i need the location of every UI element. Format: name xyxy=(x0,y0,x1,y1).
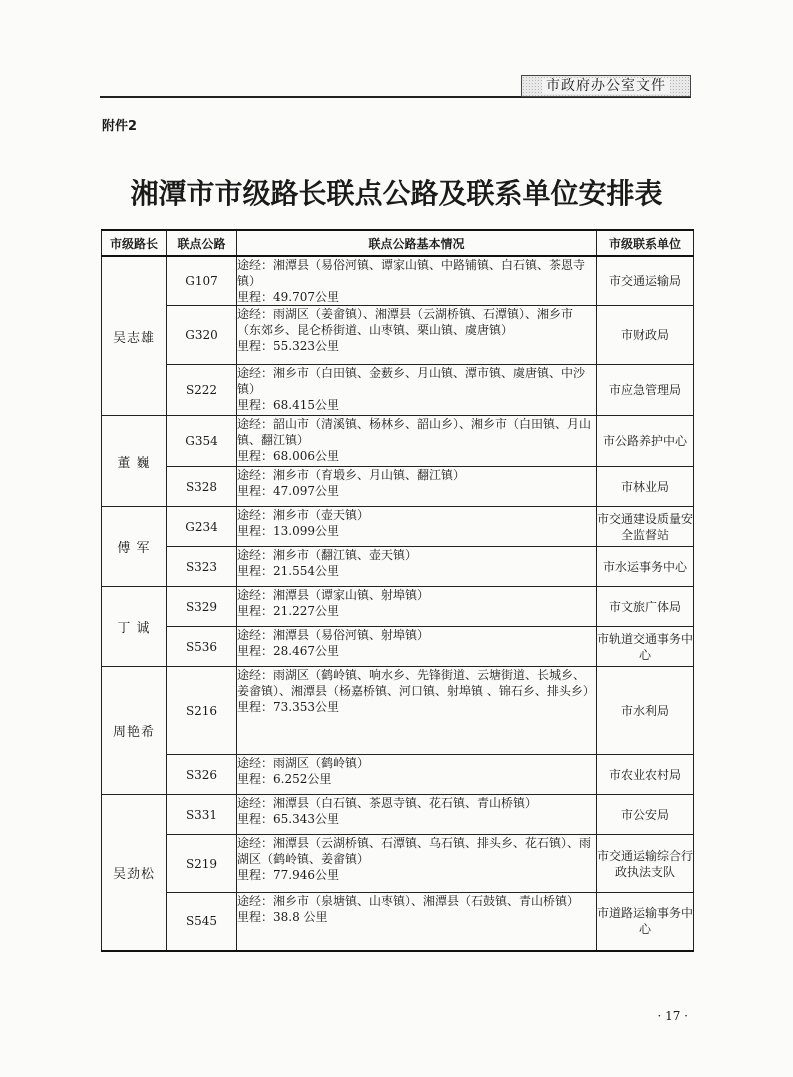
road-code-cell: S326 xyxy=(167,755,237,795)
road-code-cell: S328 xyxy=(167,467,237,507)
table-row xyxy=(102,256,694,306)
road-code-cell: S222 xyxy=(167,365,237,416)
route-text: 途经：湘潭县（云湖桥镇、石潭镇、乌石镇、排头乡、花石镇）、雨湖区（鹤岭镇、姜畲镇） xyxy=(237,836,592,866)
route-text: 途经：韶山市（清溪镇、杨林乡、韶山乡）、湘乡市（白田镇、月山镇、翻江镇） xyxy=(237,417,592,447)
road-info-cell xyxy=(237,416,597,467)
mileage-text: 里程：55.323公里 xyxy=(237,339,339,353)
contact-unit-cell: 市公安局 xyxy=(597,795,694,835)
mileage-text: 里程：73.353公里 xyxy=(237,700,339,714)
route-text: 途经：湘乡市（育塅乡、月山镇、翻江镇） xyxy=(237,468,466,482)
table-row xyxy=(102,627,694,667)
route-text: 途经：湘乡市（壶天镇） xyxy=(237,508,370,522)
mileage-text: 里程：65.343公里 xyxy=(237,812,339,826)
mileage-text: 里程：21.227公里 xyxy=(237,604,339,618)
road-code-cell: S323 xyxy=(167,547,237,587)
contact-unit-cell: 市农业农村局 xyxy=(597,755,694,795)
route-text: 途经：雨湖区（鹤岭镇、响水乡、先锋街道、云塘街道、长城乡、姜畲镇）、湘潭县（杨嘉桥镇、河口镇、射埠镇 、锦石乡、排头乡） xyxy=(237,668,595,698)
road-code-cell: S216 xyxy=(167,667,237,755)
page-number: · 17 · xyxy=(657,1009,688,1023)
table-row xyxy=(102,835,694,893)
mileage-text: 里程：21.554公里 xyxy=(237,564,339,578)
route-text: 途经：湘乡市（白田镇、金薮乡、月山镇、潭市镇、虞唐镇、中沙镇） xyxy=(237,366,586,396)
page-title: 湘潭市市级路长联点公路及联系单位安排表 xyxy=(130,177,663,210)
road-code-cell: G320 xyxy=(167,306,237,365)
table-row xyxy=(102,416,694,467)
mileage-text: 里程：68.006公里 xyxy=(237,449,339,463)
route-text: 途经：湘潭县（易俗河镇、谭家山镇、中路铺镇、白石镇、茶恩寺镇） xyxy=(237,258,586,288)
road-info-cell xyxy=(237,893,597,951)
table-row xyxy=(102,467,694,507)
table-row xyxy=(102,365,694,416)
mileage-text: 里程：68.415公里 xyxy=(237,398,339,412)
contact-unit-cell: 市轨道交通事务中心 xyxy=(597,627,694,667)
contact-unit-cell: 市公路养护中心 xyxy=(597,416,694,467)
road-code-cell: S219 xyxy=(167,835,237,893)
road-info-cell xyxy=(237,256,597,306)
road-code-cell: G107 xyxy=(167,256,237,306)
table-row xyxy=(102,547,694,587)
route-text: 途经：湘潭县（谭家山镇、射埠镇） xyxy=(237,588,430,602)
contact-unit-cell: 市水运事务中心 xyxy=(597,547,694,587)
road-info-cell xyxy=(237,795,597,835)
route-text: 途经：湘乡市（泉塘镇、山枣镇）、湘潭县（石鼓镇、青山桥镇） xyxy=(237,894,580,908)
mileage-text: 里程：13.099公里 xyxy=(237,524,339,538)
leader-cell: 傅 军 xyxy=(102,507,167,587)
contact-unit-cell: 市财政局 xyxy=(597,306,694,365)
table-header-row xyxy=(102,230,694,256)
road-info-cell xyxy=(237,835,597,893)
table-row xyxy=(102,507,694,547)
table-row xyxy=(102,306,694,365)
road-code-cell: S329 xyxy=(167,587,237,627)
road-assignment-table xyxy=(101,229,694,952)
attachment-label: 附件2 xyxy=(102,119,138,134)
column-header-leader: 市级路长 xyxy=(102,230,167,256)
contact-unit-cell: 市道路运输事务中心 xyxy=(597,893,694,951)
road-info-cell xyxy=(237,755,597,795)
route-text: 途经：湘乡市（翻江镇、壶天镇） xyxy=(237,548,418,562)
table-row xyxy=(102,587,694,627)
road-info-cell xyxy=(237,507,597,547)
header-document-tag: 市政府办公室文件 xyxy=(521,75,691,97)
contact-unit-cell: 市交通建设质量安全监督站 xyxy=(597,507,694,547)
contact-unit-cell: 市文旅广体局 xyxy=(597,587,694,627)
road-info-cell xyxy=(237,547,597,587)
column-header-road: 联点公路 xyxy=(167,230,237,256)
table-row xyxy=(102,893,694,951)
road-info-cell xyxy=(237,587,597,627)
road-info-cell xyxy=(237,467,597,507)
mileage-text: 里程：77.946公里 xyxy=(237,868,339,882)
road-info-cell xyxy=(237,306,597,365)
contact-unit-cell: 市交通运输综合行政执法支队 xyxy=(597,835,694,893)
road-info-cell xyxy=(237,365,597,416)
leader-cell: 董 巍 xyxy=(102,416,167,507)
mileage-text: 里程：47.097公里 xyxy=(237,484,339,498)
route-text: 途经：湘潭县（白石镇、茶恩寺镇、花石镇、青山桥镇） xyxy=(237,796,538,810)
road-code-cell: S331 xyxy=(167,795,237,835)
leader-cell: 周艳希 xyxy=(102,667,167,795)
table-row xyxy=(102,755,694,795)
road-info-cell xyxy=(237,667,597,755)
road-code-cell: S536 xyxy=(167,627,237,667)
road-code-cell: S545 xyxy=(167,893,237,951)
leader-cell: 吴志雄 xyxy=(102,256,167,416)
leader-cell: 吴劲松 xyxy=(102,795,167,951)
contact-unit-cell: 市水利局 xyxy=(597,667,694,755)
road-info-cell xyxy=(237,627,597,667)
leader-cell: 丁 诚 xyxy=(102,587,167,667)
road-code-cell: G234 xyxy=(167,507,237,547)
route-text: 途经：湘潭县（易俗河镇、射埠镇） xyxy=(237,628,430,642)
road-code-cell: G354 xyxy=(167,416,237,467)
route-text: 途经：雨湖区（鹤岭镇） xyxy=(237,756,370,770)
contact-unit-cell: 市应急管理局 xyxy=(597,365,694,416)
mileage-text: 里程：38.8 公里 xyxy=(237,910,328,924)
route-text: 途经：雨湖区（姜畲镇）、湘潭县（云湖桥镇、石潭镇）、湘乡市（东郊乡、昆仑桥街道、山枣镇、栗山镇、虞唐镇） xyxy=(237,307,574,337)
contact-unit-cell: 市林业局 xyxy=(597,467,694,507)
column-header-info: 联点公路基本情况 xyxy=(237,230,597,256)
mileage-text: 里程：49.707公里 xyxy=(237,290,339,304)
table-row xyxy=(102,795,694,835)
mileage-text: 里程：28.467公里 xyxy=(237,644,339,658)
column-header-unit: 市级联系单位 xyxy=(597,230,694,256)
mileage-text: 里程：6.252公里 xyxy=(237,772,332,786)
table-body xyxy=(102,256,694,951)
table-row xyxy=(102,667,694,755)
contact-unit-cell: 市交通运输局 xyxy=(597,256,694,306)
